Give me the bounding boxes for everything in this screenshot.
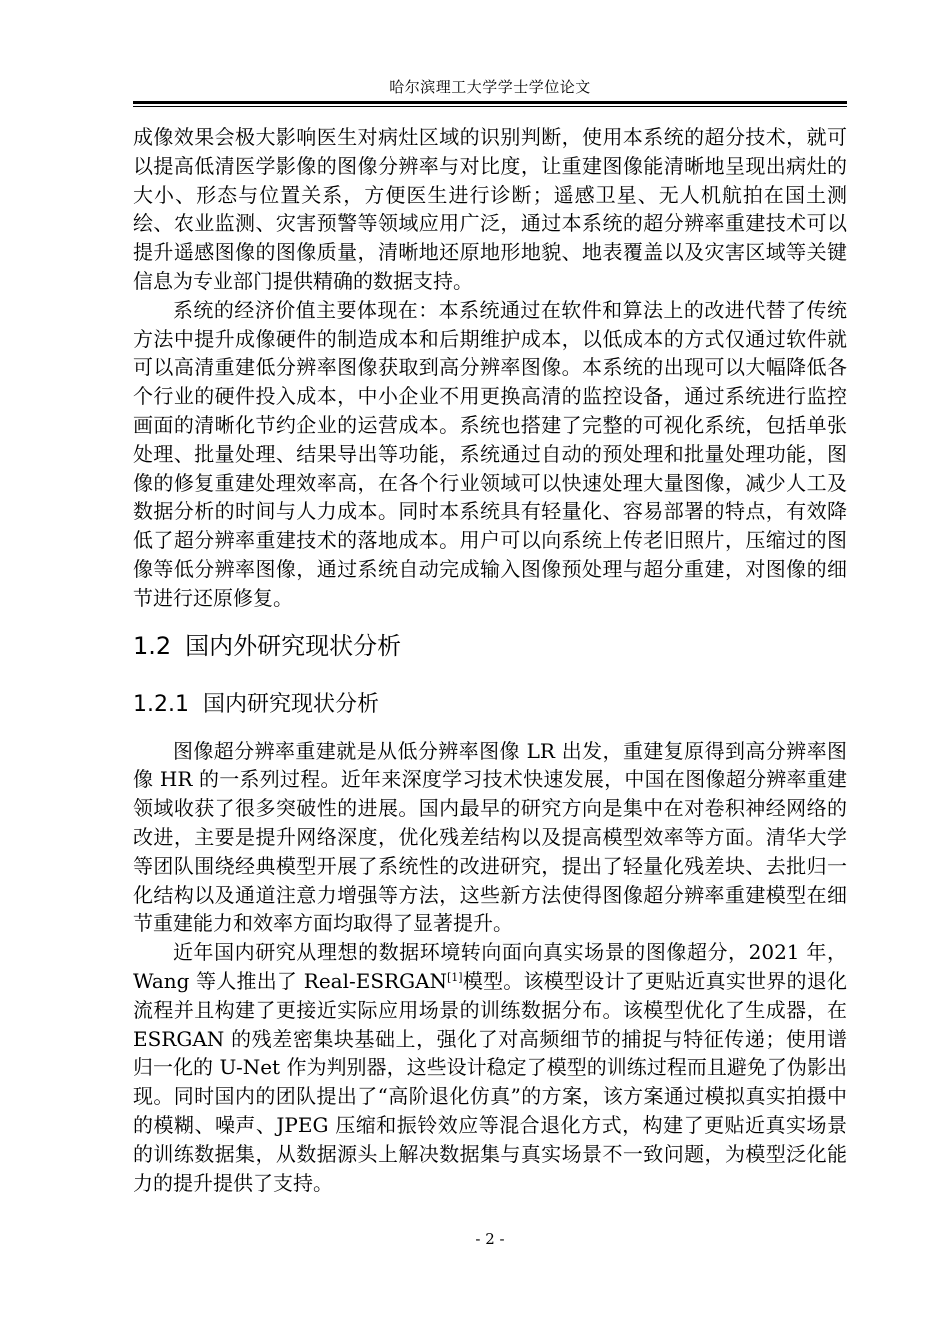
- section-title: 国内外研究现状分析: [185, 631, 402, 660]
- paragraph-text: 近年国内研究从理想的数据环境转向面向真实场景的图像超分，2021 年，Wang 等人推出了 Real-ESRGAN: [133, 940, 847, 993]
- paragraph-economic-value: 系统的经济价值主要体现在：本系统通过在软件和算法上的改进代替了传统方法中提升成像硬件的制造成本和后期维护成本，以低成本的方式仅通过软件就可以高清重建低分辨率图像获取到高分辨率图像。本系统的出现可以大幅降低各个行业的硬件投入成本，中小企业不用更换高清的监控设备，通过系统进行监控画面的清晰化节约企业的运营成本。系统也搭建了完整的可视化系统，包括单张处理、批量处理、结果导出等功能，系统通过自动的预处理和批量处理功能，图像的修复重建处理效率高，在各个行业领域可以快速处理大量图像，减少人工及数据分析的时间与人力成本。同时本系统具有轻量化、容易部署的特点，有效降低了超分辨率重建技术的落地成本。用户可以向系统上传老旧照片，压缩过的图像等低分辨率图像，通过系统自动完成输入图像预处理与超分重建，对图像的细节进行还原修复。: [133, 297, 847, 610]
- page-number: - 2 -: [475, 1230, 505, 1248]
- section-heading: [133, 631, 847, 679]
- header-rule-thin: [133, 106, 847, 107]
- subsection-title: 国内研究现状分析: [202, 691, 379, 717]
- header-rule: [133, 101, 847, 104]
- paragraph-real-esrgan: [133, 938, 847, 1197]
- paragraph-domestic-research: 图像超分辨率重建就是从低分辨率图像 LR 出发，重建复原得到高分辨率图像 HR 的一系列过程。近年来深度学习技术快速发展，中国在图像超分辨率重建领域收获了很多突破性的进展。国内最早的研究方向是集中在对卷积神经网络的改进，主要是提升网络深度，优化残差结构以及提高模型效率等方面。清华大学等团队围绕经典模型开展了系统性的改进研究，提出了轻量化残差块、去批归一化结构以及通道注意力增强等方法，这些新方法使得图像超分辨率重建模型在细节重建能力和效率方面均取得了显著提升。: [133, 738, 847, 936]
- body-content: [133, 123, 847, 1197]
- running-header: 哈尔滨理工大学学士学位论文: [389, 78, 591, 96]
- section-number: 1.2: [133, 631, 172, 660]
- citation-marker[interactable]: [1]: [447, 970, 463, 984]
- subsection-number: 1.2.1: [133, 691, 189, 717]
- subsection-heading: [133, 691, 847, 737]
- paragraph-text: 模型。该模型设计了更贴近真实世界的退化流程并且构建了更接近实际应用场景的训练数据分布。该模型优化了生成器，在 ESRGAN 的残差密集块基础上，强化了对高频细节的捕捉与特征传递；使用谱归一化的 U-Net 作为判别器，这些设计稳定了模型的训练过程而且避免了伪影出现。同时国内的团队提出了“高阶退化仿真”的方案，该方案通过模拟真实拍摄中的模糊、噪声、JPEG 压缩和振铃效应等混合退化方式，构建了更贴近真实场景的训练数据集，从数据源头上解决数据集与真实场景不一致问题，为模型泛化能力的提升提供了支持。: [133, 968, 847, 1195]
- paragraph-continued: 成像效果会极大影响医生对病灶区域的识别判断，使用本系统的超分技术，就可以提高低清医学影像的图像分辨率与对比度，让重建图像能清晰地呈现出病灶的大小、形态与位置关系，方便医生进行诊断；遥感卫星、无人机航拍在国土测绘、农业监测、灾害预警等领域应用广泛，通过本系统的超分辨率重建技术可以提升遥感图像的图像质量，清晰地还原地形地貌、地表覆盖以及灾害区域等关键信息为专业部门提供精确的数据支持。: [133, 125, 847, 293]
